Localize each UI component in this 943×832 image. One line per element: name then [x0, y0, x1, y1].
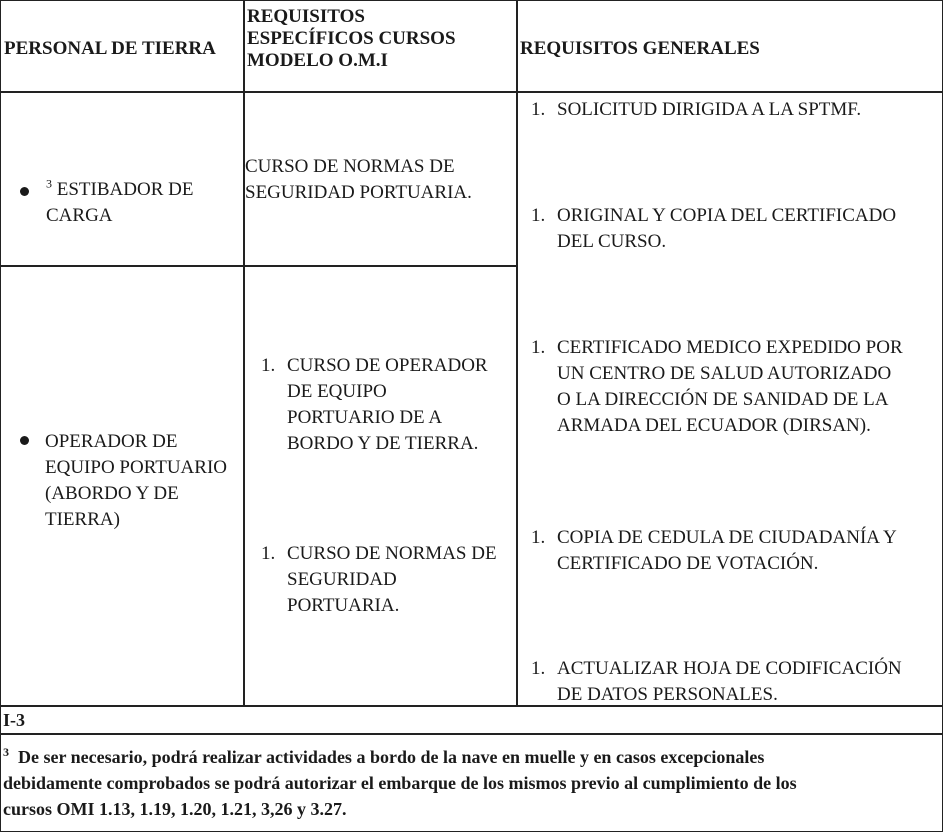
- item-line: COPIA DE CEDULA DE CIUDADANÍA Y: [557, 527, 897, 548]
- footnote: [3, 744, 941, 822]
- header-especificos: [247, 6, 515, 72]
- row-divider: [0, 265, 518, 267]
- personal-line: CARGA: [46, 205, 113, 226]
- personal-line: TIERRA): [45, 509, 120, 530]
- footnote-marker: 3: [3, 745, 9, 759]
- personal-line: $^3$ ESTIBADOR DE: [46, 176, 194, 200]
- item-line: CURSO DE OPERADOR: [287, 355, 488, 376]
- item-line: ACTUALIZAR HOJA DE CODIFICACIÓN: [557, 658, 902, 679]
- personal-operador: [45, 429, 243, 533]
- item-number: 1.: [261, 355, 276, 376]
- footnote-marker: 3: [46, 176, 52, 191]
- page-reference: I-3: [3, 710, 25, 730]
- personal-line: OPERADOR DE: [45, 431, 178, 452]
- item-line: BORDO Y DE TIERRA.: [287, 433, 479, 454]
- personal-estibador: [46, 177, 242, 229]
- page-ref-rule: [0, 733, 943, 735]
- footnote-line: debidamente comprobados se podrá autorizar el embarque de los mismos previo al cumplimiento de los: [3, 773, 797, 793]
- item-line: SEGURIDAD: [287, 569, 397, 590]
- personal-line: EQUIPO PORTUARIO: [45, 457, 228, 478]
- header-especificos-line: ESPECÍFICOS CURSOS: [247, 28, 456, 49]
- item-number: 1.: [531, 658, 546, 679]
- item-line: ARMADA DEL ECUADOR (DIRSAN).: [557, 415, 871, 436]
- bullet-icon: [20, 187, 29, 196]
- item-number: 1.: [261, 543, 276, 564]
- item-line: PORTUARIO DE A: [287, 407, 443, 428]
- item-number: 1.: [531, 99, 546, 120]
- item-number: 1.: [531, 337, 546, 358]
- item-line: CERTIFICADO MEDICO EXPEDIDO POR: [557, 337, 903, 358]
- col-divider-1: [243, 0, 245, 705]
- header-generales: REQUISITOS GENERALES: [520, 38, 760, 59]
- item-line: UN CENTRO DE SALUD AUTORIZADO: [557, 363, 892, 384]
- item-line: DE EQUIPO: [287, 381, 387, 402]
- item-line: CERTIFICADO DE VOTACIÓN.: [557, 553, 819, 574]
- footnote-line: cursos OMI 1.13, 1.19, 1.20, 1.21, 3,26 y 3.27.: [3, 799, 347, 819]
- especificos-normas: [245, 154, 515, 206]
- item-line: DEL CURSO.: [557, 231, 667, 252]
- item-number: 1.: [531, 527, 546, 548]
- item-line: ORIGINAL Y COPIA DEL CERTIFICADO: [557, 205, 897, 226]
- footnote-line: $^3$ De ser necesario, podrá realizar actividades a bordo de la nave en muelle y en casos excepcionales: [3, 745, 765, 767]
- item-number: 1.: [531, 205, 546, 226]
- col-divider-2: [516, 0, 518, 705]
- item-line: PORTUARIA.: [287, 595, 400, 616]
- header-personal: PERSONAL DE TIERRA: [4, 38, 216, 59]
- item-line: SOLICITUD DIRIGIDA A LA SPTMF.: [557, 99, 862, 120]
- personal-line: (ABORDO Y DE: [45, 483, 179, 504]
- especificos-line: SEGURIDAD PORTUARIA.: [245, 182, 472, 203]
- header-especificos-line: REQUISITOS: [247, 6, 365, 27]
- especificos-line: CURSO DE NORMAS DE: [245, 156, 455, 177]
- header-bottom-rule: [0, 91, 943, 93]
- header-especificos-line: MODELO O.M.I: [247, 50, 388, 71]
- item-line: O LA DIRECCIÓN DE SANIDAD DE LA: [557, 389, 889, 410]
- item-line: DE DATOS PERSONALES.: [557, 684, 778, 705]
- bullet-icon: [20, 436, 29, 445]
- item-line: CURSO DE NORMAS DE: [287, 543, 497, 564]
